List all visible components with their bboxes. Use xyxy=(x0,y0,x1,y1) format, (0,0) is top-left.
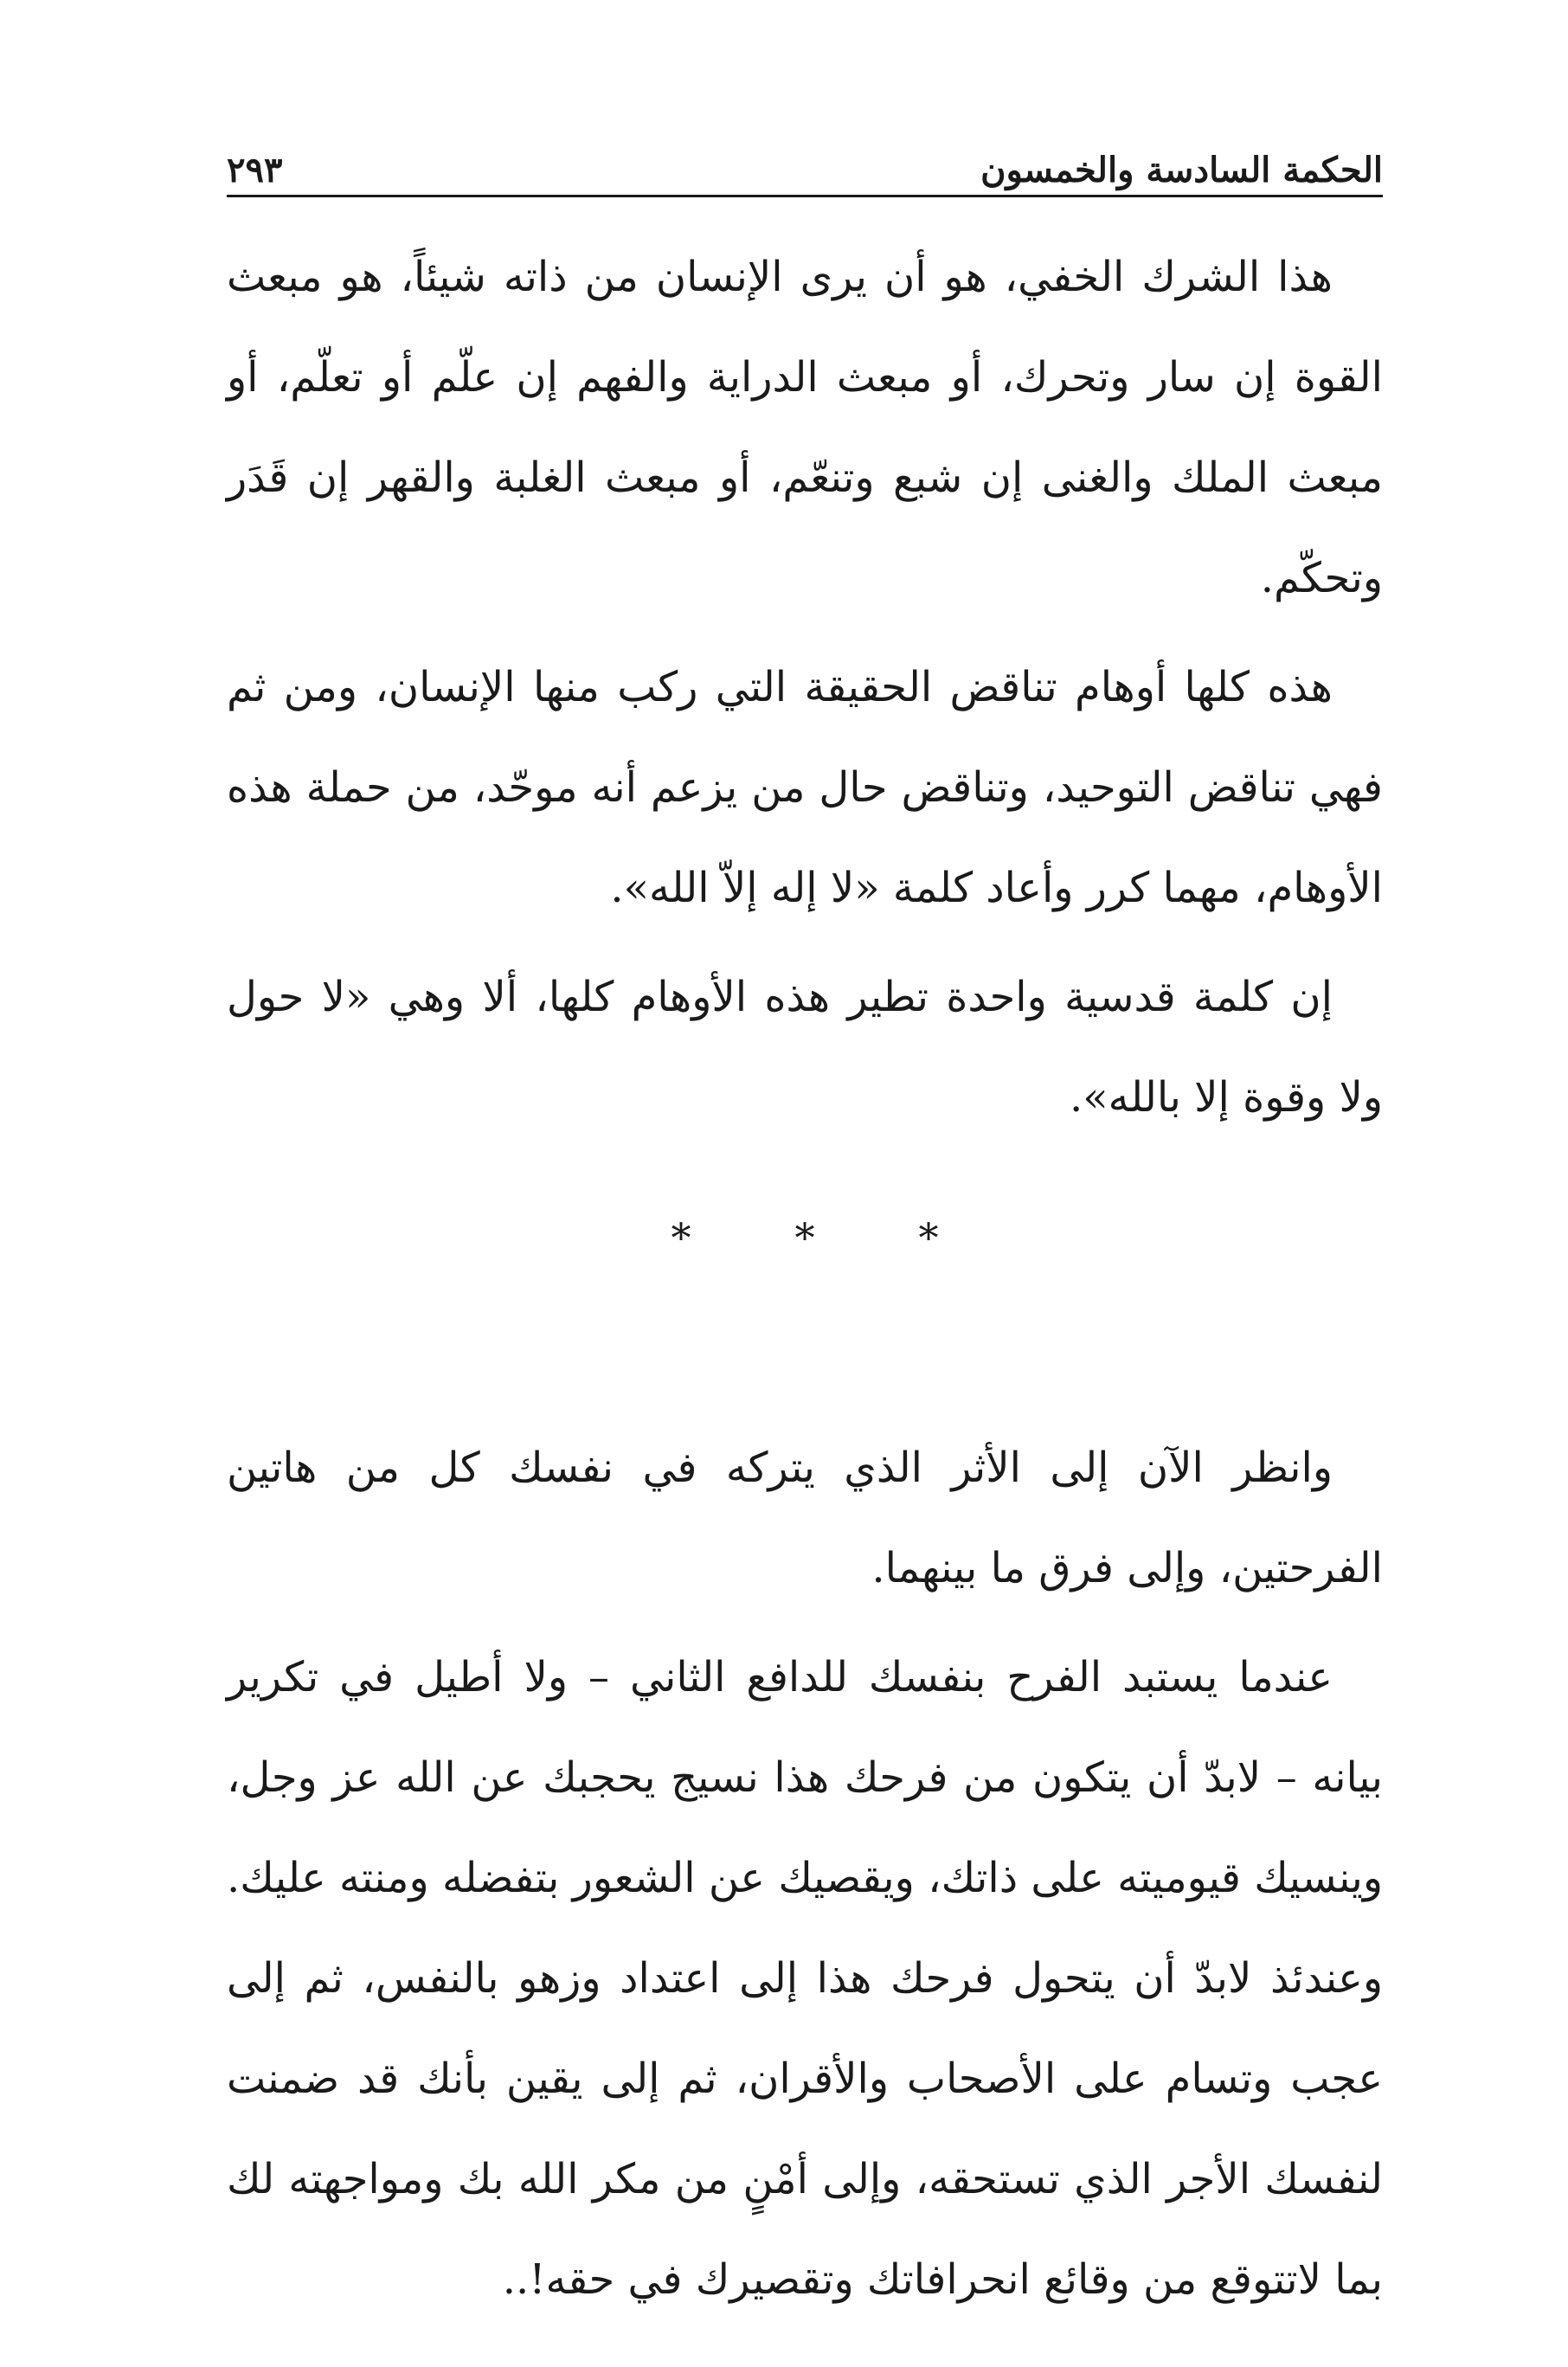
asterisk-ornament: * xyxy=(918,1214,939,1261)
running-head xyxy=(227,128,1383,197)
body-text xyxy=(227,227,1383,2338)
page-number: ٢٩٣ xyxy=(227,150,283,190)
paragraph-holy-word: إن كلمة قدسية واحدة تطير هذه الأوهام كلها، ألا وهي «لا حول ولا وقوة إلا بالله». xyxy=(227,973,1383,1122)
paragraph-two-joys: وانظر الآن إلى الأثر الذي يتركه في نفسك كل من هاتين الفرحتين، وإلى فرق ما بينهما. xyxy=(227,1444,1383,1592)
section-separator xyxy=(227,1153,1383,1322)
chapter-title: الحكمة السادسة والخمسون xyxy=(980,150,1383,190)
paragraph-hidden-shirk: هذا الشرك الخفي، هو أن يرى الإنسان من ذاته شيئاً، هو مبعث القوة إن سار وتحرك، أو مبعث الدراية والفهم إن علّم أو تعلّم، أو مبعث الملك والغنى إن شبع وتنعّم، أو مبعث الغلبة والقهر إن قَدَر وتحكّم. xyxy=(227,253,1383,602)
asterisk-ornament: * xyxy=(671,1214,691,1261)
paragraph-illusions: هذه كلها أوهام تناقض الحقيقة التي ركب منها الإنسان، ومن ثم فهي تناقض التوحيد، وتناقض حال من يزعم أنه موحّد، من حملة هذه الأوهام، مهما كرر وأعاد كلمة «لا إله إلاّ الله». xyxy=(227,663,1383,912)
paragraph-joy-effects: عندما يستبد الفرح بنفسك للدافع الثاني – ولا أطيل في تكرير بيانه – لابدّ أن يتكون من فرحك هذا نسيج يحجبك عن الله عز وجل، وينسيك قيوميته على ذاتك، ويقصيك عن الشعور بتفضله ومنته عليك. وعندئذ لابدّ أن يتحول فرحك هذا إلى اعتداد وزهو بالنفس، ثم إلى عجب وتسام على الأصحاب والأقران، ثم إلى يقين بأنك قد ضمنت لنفسك الأجر الذي تستحقه، وإلى أمْنٍ من مكر الله بك ومواجهته لك بما لاتتوقع من وقائع انحرافاتك وتقصيرك في حقه!.. xyxy=(227,1653,1383,2304)
asterisk-ornament: * xyxy=(794,1214,815,1261)
